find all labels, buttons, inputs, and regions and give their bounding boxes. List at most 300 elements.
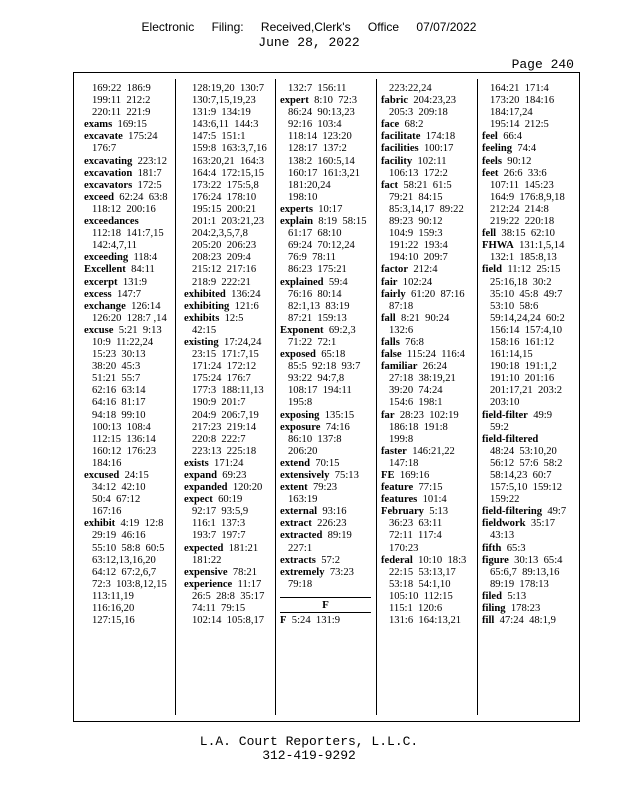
index-word: fact <box>381 179 399 191</box>
index-refs-line: 112:15 136:14 <box>92 433 156 445</box>
index-refs-line: 195:15 200:21 <box>192 203 257 215</box>
index-refs: 175:24 <box>122 131 158 143</box>
index-entry <box>381 470 472 482</box>
index-word: extent <box>280 482 308 494</box>
index-entry <box>482 168 573 180</box>
index-refs-line: 79:21 84:15 <box>389 191 443 203</box>
index-entry <box>381 264 472 276</box>
index-refs: 5:21 9:13 <box>113 324 162 336</box>
index-entry <box>280 422 371 434</box>
index-entry <box>184 482 275 494</box>
index-refs-line: 167:16 <box>92 506 122 518</box>
index-refs: 4:19 12:8 <box>115 518 164 530</box>
index-entry <box>381 494 472 506</box>
index-refs-line: 127:15,16 <box>92 615 135 627</box>
index-word: fall <box>381 312 396 324</box>
index-entry <box>381 95 472 107</box>
index-refs-line: 147:18 <box>389 457 419 469</box>
index-entry <box>84 325 175 337</box>
index-entry <box>84 156 175 168</box>
index-entry <box>184 289 275 301</box>
index-refs-line: 201:17,21 203:2 <box>490 385 563 397</box>
index-refs-line: 61:17 68:10 <box>288 228 342 240</box>
index-entry <box>280 216 371 228</box>
index-refs: 74:4 <box>512 143 537 155</box>
index-refs-line: 59:14,24,24 60:2 <box>490 312 565 324</box>
index-refs-line: 26:5 28:8 35:17 <box>192 590 265 602</box>
index-refs-line: 34:12 42:10 <box>92 482 146 494</box>
index-word: field-filtered <box>482 433 539 445</box>
index-refs: 11:12 25:15 <box>502 264 561 276</box>
index-word: field <box>482 264 503 276</box>
index-word: field-filtering <box>482 506 543 518</box>
index-refs-line: 89:23 90:12 <box>389 216 443 228</box>
index-refs-line: 128:19,20 130:7 <box>192 83 265 94</box>
index-refs: 66:4 <box>497 131 523 143</box>
index-refs: 89:19 <box>322 530 352 542</box>
index-entry <box>482 543 573 555</box>
index-refs: 118:4 <box>128 252 158 264</box>
index-refs-line: 191:10 201:16 <box>490 373 555 385</box>
index-refs-line: 184:16 <box>92 457 122 469</box>
index-refs-line: 106:13 172:2 <box>389 167 448 179</box>
index-refs-line: 173:20 184:16 <box>490 95 555 107</box>
index-refs-line: 195:14 212:5 <box>490 119 549 131</box>
index-refs-line: 171:24 172:12 <box>192 361 257 373</box>
index-entry <box>84 216 175 228</box>
index-refs: 76:8 <box>399 336 424 348</box>
index-refs: 38:15 62:10 <box>496 228 555 240</box>
index-refs: 169:16 <box>394 470 430 481</box>
index-refs-line: 64:12 67:2,6,7 <box>92 566 157 578</box>
index-refs-line: 35:10 45:8 49:7 <box>490 288 563 300</box>
index-word: Excellent <box>84 264 126 276</box>
index-word: filing <box>482 603 506 615</box>
index-word: filed <box>482 590 503 602</box>
index-refs-line: 55:10 58:8 60:5 <box>92 542 165 554</box>
index-entry <box>84 289 175 301</box>
index-refs: 126:14 <box>125 300 161 312</box>
index-refs: 181:7 <box>132 167 162 179</box>
index-refs-line: 59:2 <box>490 421 509 433</box>
index-entry <box>482 555 573 567</box>
index-refs: 178:23 <box>505 603 541 615</box>
index-refs-line: 58:14,23 60:7 <box>490 470 552 481</box>
index-column-2 <box>184 83 275 715</box>
index-refs-line: 227:1 <box>288 542 313 554</box>
index-entry <box>280 277 371 289</box>
index-entry <box>482 143 573 155</box>
stamp-filing: Filing: <box>211 20 244 34</box>
index-refs-line: 85:3,14,17 89:22 <box>389 203 464 215</box>
reporter-phone: 312-419-9292 <box>262 748 356 763</box>
index-refs-line: 199:8 <box>389 433 414 445</box>
column-divider <box>376 79 377 715</box>
index-entry <box>280 506 371 518</box>
index-refs-line: 10:9 11:22,24 <box>92 336 154 348</box>
index-refs-line: 65:6,7 89:13,16 <box>490 566 560 578</box>
index-refs-line: 48:24 53:10,20 <box>490 445 557 457</box>
index-entry <box>482 506 573 518</box>
index-refs-line: 104:9 159:3 <box>389 228 443 240</box>
index-refs-line: 163:19 <box>288 494 318 506</box>
letter-divider: F <box>280 597 371 613</box>
index-refs: 135:15 <box>319 409 355 421</box>
index-refs-line: 186:18 191:8 <box>389 421 448 433</box>
index-entry <box>280 458 371 470</box>
index-refs-line: 128:17 137:2 <box>288 143 347 155</box>
index-refs: 26:6 33:6 <box>498 167 547 179</box>
index-word: expensive <box>184 566 228 578</box>
index-refs-line: 163:20,21 164:3 <box>192 155 265 167</box>
index-word: extremely <box>280 566 325 578</box>
column-divider <box>275 79 276 715</box>
index-refs-line: 105:10 112:15 <box>389 590 453 602</box>
index-entry <box>280 482 371 494</box>
index-refs-line: 63:12,13,16,20 <box>92 554 156 566</box>
index-refs: 5:24 131:9 <box>286 614 341 626</box>
index-refs-line: 86:23 175:21 <box>288 264 347 276</box>
index-word: exceeding <box>84 252 129 264</box>
index-refs: 58:21 61:5 <box>398 179 452 191</box>
index-refs-line: 69:24 70:12,24 <box>288 240 355 252</box>
index-entry <box>280 530 371 542</box>
index-refs-line: 29:19 46:16 <box>92 530 146 542</box>
index-word: exposed <box>280 349 316 361</box>
index-refs-line: 56:12 57:6 58:2 <box>490 457 563 469</box>
column-divider <box>175 79 176 715</box>
index-word: experience <box>184 578 233 590</box>
index-refs-line: 86:10 137:8 <box>288 433 342 445</box>
index-word: FE <box>381 470 395 481</box>
index-entry <box>84 470 175 482</box>
index-entry <box>280 567 371 579</box>
index-entry <box>280 204 371 216</box>
index-entry <box>280 615 371 627</box>
index-refs-line: 160:12 176:23 <box>92 445 157 457</box>
index-entry <box>280 470 371 482</box>
index-refs-line: 116:16,20 <box>92 603 135 615</box>
reporter-company: L.A. Court Reporters, L.L.C. <box>199 734 419 749</box>
index-entry <box>381 131 472 143</box>
index-refs: 26:24 <box>417 361 447 373</box>
index-refs: 65:18 <box>315 349 346 361</box>
index-refs-line: 62:16 63:14 <box>92 385 146 397</box>
index-refs-line: 108:17 194:11 <box>288 385 352 397</box>
index-word: federal <box>381 554 413 566</box>
index-word: far <box>381 409 395 421</box>
index-word: exposure <box>280 421 321 433</box>
index-refs-line: 199:11 212:2 <box>92 95 151 107</box>
word-index-box <box>73 72 580 722</box>
index-refs: 57:2 <box>315 554 341 566</box>
index-refs-line: 72:3 103:8,12,15 <box>92 578 167 590</box>
index-word: extracted <box>280 530 323 542</box>
index-entry <box>381 143 472 155</box>
index-refs: 35:17 <box>525 518 555 530</box>
index-refs-line: 86:24 90:13,23 <box>288 107 355 119</box>
index-refs-line: 87:21 159:13 <box>288 312 347 324</box>
index-refs: 204:23,23 <box>408 95 457 107</box>
index-entry <box>381 361 472 373</box>
index-refs: 69:23 <box>216 470 247 481</box>
index-refs-line: 176:7 <box>92 143 117 155</box>
index-refs: 174:18 <box>420 131 456 143</box>
index-refs-line: 138:2 160:5,14 <box>288 155 355 167</box>
index-entry <box>482 615 573 627</box>
index-refs: 65:3 <box>501 542 526 554</box>
index-refs: 115:24 116:4 <box>401 349 465 361</box>
index-refs-line: 173:22 175:5,8 <box>192 179 259 191</box>
index-entry <box>84 131 175 143</box>
index-refs-line: 206:20 <box>288 445 318 457</box>
index-word: expanded <box>184 482 228 494</box>
index-refs-line: 85:5 92:18 93:7 <box>288 361 361 373</box>
index-word: faster <box>381 445 407 457</box>
index-refs: 93:16 <box>317 506 347 518</box>
index-refs: 212:4 <box>408 264 438 276</box>
index-refs-line: 76:16 80:14 <box>288 288 342 300</box>
index-refs: 120:20 <box>227 482 263 494</box>
index-refs-line: 74:11 79:15 <box>192 603 246 615</box>
index-refs: 73:23 <box>324 566 354 578</box>
index-refs-line: 115:1 120:6 <box>389 603 443 615</box>
index-refs: 49:9 <box>527 409 553 421</box>
index-refs-line: 132:1 185:8,13 <box>490 252 557 264</box>
index-word: exposing <box>280 409 320 421</box>
index-entry <box>381 337 472 349</box>
index-refs-line: 126:20 128:7 ,14 <box>92 312 167 324</box>
index-refs-line: 131:6 164:13,21 <box>389 615 462 627</box>
index-word: falls <box>381 336 400 348</box>
index-word: excess <box>84 288 112 300</box>
index-refs-line: 204:9 206:7,19 <box>192 409 259 421</box>
index-refs-line: 205:3 209:18 <box>389 107 448 119</box>
index-refs-line: 219:22 220:18 <box>490 216 555 228</box>
index-refs: 100:17 <box>418 143 454 155</box>
index-word: feeling <box>482 143 513 155</box>
index-word: fill <box>482 615 495 627</box>
index-refs-line: 143:6,11 144:3 <box>192 119 259 131</box>
index-entry <box>482 434 573 446</box>
index-refs-line: 177:3 188:11,13 <box>192 385 264 397</box>
index-refs-line: 15:23 30:13 <box>92 349 146 361</box>
index-entry <box>381 289 472 301</box>
index-refs: 78:21 <box>227 566 257 578</box>
index-refs-line: 147:5 151:1 <box>192 131 246 143</box>
index-word: facility <box>381 155 413 167</box>
index-word: February <box>381 506 424 518</box>
index-refs-line: 181:20,24 <box>288 179 331 191</box>
index-refs-line: 184:17,24 <box>490 107 533 119</box>
index-entry <box>381 277 472 289</box>
index-entry <box>482 603 573 615</box>
index-refs-line: 130:7,15,19,23 <box>192 95 256 107</box>
index-refs: 8:21 90:24 <box>395 312 450 324</box>
index-word: fair <box>381 276 398 288</box>
index-refs-line: 76:9 78:11 <box>288 252 336 264</box>
index-word: facilitate <box>381 131 421 143</box>
index-word: fell <box>482 228 497 240</box>
index-entry <box>280 518 371 530</box>
index-refs-line: 132:6 <box>389 324 414 336</box>
index-entry <box>84 264 175 276</box>
index-entry <box>184 470 275 482</box>
index-refs: 136:24 <box>225 288 261 300</box>
index-refs: 169:15 <box>112 119 147 131</box>
index-refs-line: 71:22 72:1 <box>288 336 337 348</box>
index-word: expect <box>184 494 213 506</box>
index-refs-line: 181:22 <box>192 554 222 566</box>
index-entry <box>381 313 472 325</box>
index-refs: 77:15 <box>413 482 443 494</box>
index-entry <box>381 180 472 192</box>
index-entry <box>84 180 175 192</box>
index-word: expand <box>184 470 217 481</box>
index-word: excavate <box>84 131 123 143</box>
index-word: exceed <box>84 191 114 203</box>
index-refs-line: 87:18 <box>389 300 414 312</box>
index-refs: 68:2 <box>399 119 424 131</box>
index-entry <box>482 591 573 603</box>
index-refs: 30:13 65:4 <box>508 554 563 566</box>
index-refs-line: 217:23 219:14 <box>192 421 257 433</box>
index-refs-line: 25:16,18 30:2 <box>490 276 552 288</box>
index-word: exceedances <box>84 216 139 228</box>
index-refs-line: 198:10 <box>288 191 318 203</box>
index-refs: 17:24,24 <box>218 336 262 348</box>
index-refs-line: 82:1,13 83:19 <box>288 300 350 312</box>
index-refs-line: 154:6 198:1 <box>389 397 443 409</box>
index-entry <box>84 119 175 131</box>
index-refs: 181:21 <box>223 542 259 554</box>
index-refs-line: 170:23 <box>389 542 419 554</box>
index-word: factor <box>381 264 409 276</box>
index-refs-line: 223:22,24 <box>389 83 432 94</box>
index-refs-line: 53:10 58:6 <box>490 300 539 312</box>
index-entry <box>381 555 472 567</box>
index-entry <box>84 301 175 313</box>
index-refs: 172:5 <box>132 179 162 191</box>
index-refs-line: 220:11 221:9 <box>92 107 151 119</box>
index-refs: 84:11 <box>125 264 155 276</box>
index-refs-line: 107:11 145:23 <box>490 179 554 191</box>
index-refs-line: 72:11 117:4 <box>389 530 442 542</box>
index-refs-line: 94:18 99:10 <box>92 409 146 421</box>
index-refs-line: 42:15 <box>192 324 217 336</box>
index-word: fairly <box>381 288 406 300</box>
index-refs-line: 212:24 214:8 <box>490 203 549 215</box>
index-refs: 147:7 <box>111 288 142 300</box>
index-refs-line: 53:18 54:1,10 <box>389 578 451 590</box>
index-refs: 24:15 <box>119 470 149 481</box>
index-refs: 121:6 <box>229 300 259 312</box>
index-word: excavation <box>84 167 133 179</box>
index-word: extract <box>280 518 312 530</box>
index-refs: 70:15 <box>310 457 340 469</box>
index-refs: 131:1,5,14 <box>513 240 565 252</box>
index-entry <box>381 410 472 422</box>
index-word: exists <box>184 457 209 469</box>
index-refs-line: 113:11,19 <box>92 590 134 602</box>
page-number: Page 240 <box>511 57 574 72</box>
index-word: excuse <box>84 324 114 336</box>
index-refs-line: 39:20 74:24 <box>389 385 443 397</box>
index-word: feet <box>482 167 499 179</box>
index-refs: 61:20 87:16 <box>405 288 465 300</box>
index-word: exams <box>84 119 113 131</box>
index-word: exhibits <box>184 312 220 324</box>
stamp-office: Office <box>367 20 400 34</box>
index-refs-line: 164:21 171:4 <box>490 83 549 94</box>
index-column-1 <box>84 83 175 715</box>
index-entry <box>482 131 573 143</box>
index-word: explained <box>280 276 324 288</box>
index-refs-line: 193:7 197:7 <box>192 530 246 542</box>
index-refs-line: 208:23 209:4 <box>192 252 251 264</box>
filing-stamp-line <box>0 20 618 34</box>
index-entry <box>482 156 573 168</box>
index-refs: 146:21,22 <box>406 445 455 457</box>
index-entry <box>84 518 175 530</box>
index-refs-line: 79:18 <box>288 578 313 590</box>
index-entry <box>184 494 275 506</box>
index-refs-line: 118:12 200:16 <box>92 203 156 215</box>
index-refs: 74:16 <box>320 421 350 433</box>
index-refs-line: 220:8 222:7 <box>192 433 246 445</box>
index-refs: 62:24 63:8 <box>114 191 168 203</box>
index-refs: 5:13 <box>423 506 449 518</box>
index-word: existing <box>184 336 219 348</box>
index-entry <box>280 349 371 361</box>
index-refs-line: 176:24 178:10 <box>192 191 257 203</box>
index-entry <box>184 458 275 470</box>
index-word: features <box>381 494 418 506</box>
index-refs: 226:23 <box>311 518 347 530</box>
index-word: exhibiting <box>184 300 230 312</box>
index-word: familiar <box>381 361 418 373</box>
index-entry <box>381 482 472 494</box>
index-refs-line: 23:15 171:7,15 <box>192 349 259 361</box>
index-word: extracts <box>280 554 316 566</box>
index-word: F <box>280 614 287 626</box>
index-entry <box>482 410 573 422</box>
index-entry <box>184 543 275 555</box>
index-refs-line: 164:9 176:8,9,18 <box>490 191 565 203</box>
index-refs-line: 190:9 201:7 <box>192 397 246 409</box>
index-entry <box>482 228 573 240</box>
index-word: explain <box>280 216 313 228</box>
index-refs: 90:12 <box>502 155 532 167</box>
index-word: expert <box>280 95 309 107</box>
index-refs-line: 191:22 193:4 <box>389 240 448 252</box>
index-entry <box>184 337 275 349</box>
column-divider <box>477 79 478 715</box>
index-entry <box>280 410 371 422</box>
index-refs: 5:13 <box>502 590 527 602</box>
index-refs-line: 89:19 178:13 <box>490 578 549 590</box>
index-refs-line: 157:5,10 159:12 <box>490 482 563 494</box>
index-refs: 79:23 <box>307 482 338 494</box>
index-refs-line: 142:4,7,11 <box>92 240 137 252</box>
index-refs-line: 203:10 <box>490 397 520 409</box>
index-refs-line: 50:4 67:12 <box>92 494 141 506</box>
index-refs: 101:4 <box>417 494 447 506</box>
stamp-filing-date: 07/07/2022 <box>416 20 477 34</box>
index-refs-line: 169:22 186:9 <box>92 83 151 94</box>
stamp-electronic: Electronic <box>141 20 195 34</box>
index-refs-line: 156:14 157:4,10 <box>490 324 563 336</box>
